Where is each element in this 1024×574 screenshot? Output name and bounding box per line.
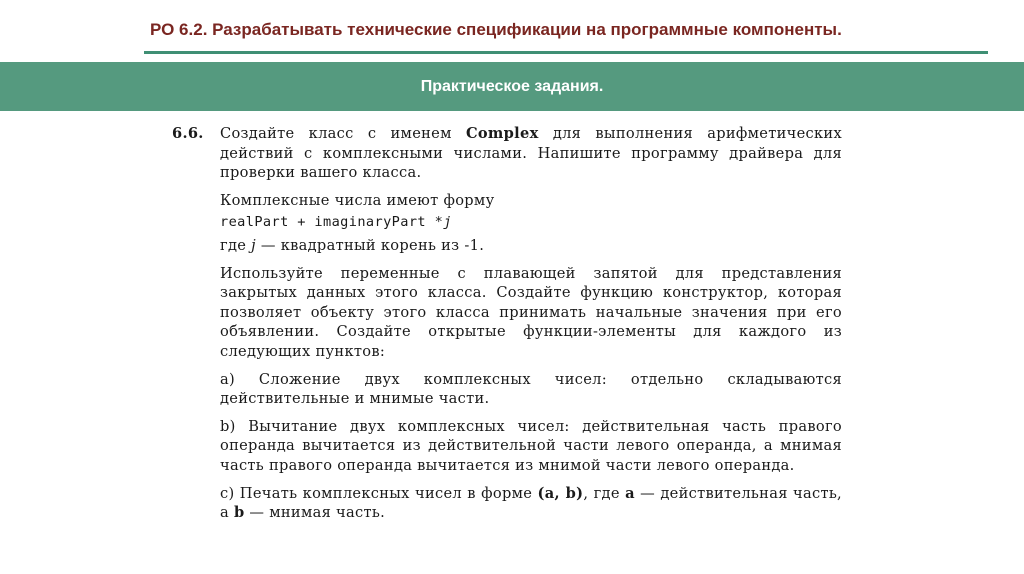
formula-text: realPart + imaginaryPart *: [220, 214, 444, 231]
item-c-part-2: , где: [583, 484, 626, 502]
item-c: [220, 484, 842, 523]
item-c-var-a: a: [625, 484, 635, 502]
item-c-var-b: b: [233, 504, 245, 522]
formula: [220, 213, 842, 233]
section-banner: [0, 59, 1024, 111]
item-c-form: (a, b): [537, 484, 584, 502]
formula-j: j: [443, 214, 452, 231]
banner-text: Практическое задания.: [420, 77, 604, 95]
item-b: b) Вычитание двух комплексных чисел: действительная часть правого операнда вычитается из действительной части левого операнда, а мнимая часть правого операнда вычитается из мнимой части левого операнда.: [220, 417, 842, 474]
exercise-text: [172, 124, 842, 523]
exercise-intro-text: [220, 124, 842, 183]
where-j: j: [251, 236, 256, 254]
item-c-part-3: — действительная часть, а: [220, 484, 842, 522]
item-a: a) Сложение двух комплексных чисел: отдельно складываются действительные и мнимые части.: [220, 370, 842, 408]
paragraph-2: Используйте переменные с плавающей запятой для представления закрытых данных этого класса. Создайте функцию конструктор, которая позволяет объекту этого класса принимать начальные значения при его объявлении. Создайте открытые функции-элементы для каждого из следующих пунктов:: [220, 264, 842, 360]
class-name: Complex: [465, 125, 539, 142]
intro-part-1: Создайте класс с именем: [220, 125, 466, 142]
title-divider: [144, 51, 988, 54]
intro-part-2: для выполнения арифметических действий с комплексными числами. Напишите программу драйвера для проверки вашего класса.: [220, 125, 842, 182]
where-part-2: — квадратный корень из -1.: [255, 236, 485, 254]
item-c-part-4: — мнимая часть.: [244, 504, 386, 522]
exercise-intro: [172, 124, 842, 183]
where-part-1: где: [220, 236, 252, 254]
where-line: [220, 236, 842, 256]
item-c-part-1: c) Печать комплексных чисел в форме: [220, 484, 538, 502]
exercise-number: 6.6.: [172, 125, 204, 142]
form-label: Комплексные числа имеют форму: [220, 191, 495, 209]
slide-title: РО 6.2. Разрабатывать технические спецификации на программные компоненты.: [150, 20, 842, 39]
